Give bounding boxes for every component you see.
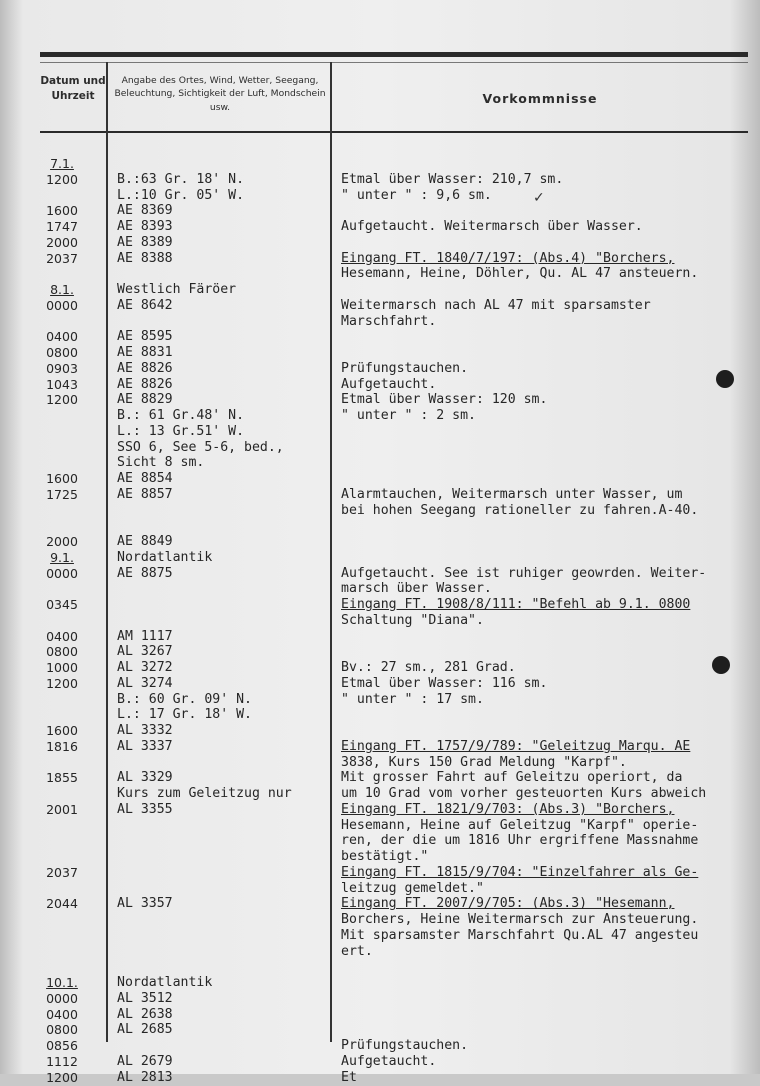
event-cell: Aufgetaucht. Weitermarsch über Wasser. (341, 219, 643, 234)
log-row (0, 266, 760, 282)
log-row (0, 849, 760, 865)
event-cell: Prüfungstauchen. (341, 1038, 469, 1053)
log-row (0, 1022, 760, 1038)
log-row (0, 629, 760, 645)
event-cell: Mit sparsamster Marschfahrt Qu.AL 47 angesteu (341, 927, 699, 943)
location-cell: AE 8875 (117, 565, 173, 581)
event-cell: Marschfahrt. (341, 313, 437, 329)
event-cell: ert. (341, 943, 373, 959)
log-row (0, 644, 760, 660)
location-cell: AL 3512 (117, 990, 173, 1006)
event-cell: Eingang FT. 1757/9/789: "Geleitzug Marqu. AE (341, 738, 691, 754)
log-row (0, 203, 760, 219)
location-cell: L.:10 Gr. 05' W. (117, 187, 245, 203)
log-row (0, 802, 760, 818)
time-cell: 2000 (46, 534, 78, 549)
date-cell: 10.1. (46, 975, 78, 990)
header-rule (40, 131, 748, 133)
log-row (0, 581, 760, 597)
log-row (0, 440, 760, 456)
log-row (0, 1038, 760, 1054)
log-row (0, 377, 760, 393)
event-cell: " unter " : 2 sm. (341, 408, 476, 423)
location-cell: AE 8389 (117, 234, 173, 250)
location-cell: SSO 6, See 5-6, bed., (117, 439, 284, 455)
location-cell: L.: 17 Gr. 18' W. (117, 707, 252, 723)
log-row (0, 424, 760, 440)
log-row (0, 550, 760, 566)
location-cell: B.:63 Gr. 18' N. (117, 171, 245, 187)
log-row (0, 597, 760, 613)
log-row (0, 723, 760, 739)
log-row (0, 676, 760, 692)
time-cell: 0400 (46, 1006, 78, 1022)
ink-blot (716, 370, 734, 388)
event-cell: Alarmtauchen, Weitermarsch unter Wasser, um (341, 486, 683, 502)
location-cell: AL 3337 (117, 738, 173, 754)
ink-blot (712, 656, 730, 674)
event-cell: Eingang FT. 1908/8/111: "Befehl ab 9.1. 0800 (341, 597, 691, 612)
event-cell: 3838, Kurs 150 Grad Meldung "Karpf". (341, 754, 627, 770)
log-row (0, 770, 760, 786)
log-row (0, 739, 760, 755)
event-cell: Prüfungstauchen. (341, 360, 469, 376)
header-datum: Datum und Uhrzeit (40, 75, 106, 103)
time-cell: 1747 (46, 219, 78, 234)
header-events: Vorkommnisse (482, 91, 598, 106)
time-cell: 1200 (46, 1069, 78, 1085)
log-row (0, 361, 760, 377)
time-cell: 2037 (46, 864, 78, 880)
time-cell: 1112 (46, 1053, 78, 1069)
time-cell: 0800 (46, 644, 78, 660)
log-row (0, 944, 760, 960)
log-row (0, 896, 760, 912)
time-cell: 1043 (46, 376, 78, 392)
location-cell: AL 2813 (117, 1069, 173, 1085)
log-row (0, 755, 760, 771)
location-cell: Westlich Färöer (117, 282, 237, 297)
date-cell: 7.1. (50, 156, 74, 171)
log-row (0, 991, 760, 1007)
location-cell: AL 3329 (117, 770, 173, 786)
log-row (0, 818, 760, 834)
log-row (0, 1054, 760, 1070)
location-cell: AE 8831 (117, 345, 173, 360)
event-cell: Etmal über Wasser: 116 sm. (341, 675, 548, 691)
time-cell: 1816 (46, 738, 78, 754)
log-row (0, 156, 760, 172)
time-cell: 2044 (46, 896, 78, 912)
event-cell: um 10 Grad vom vorher gesteuorten Kurs abweich (341, 786, 707, 801)
time-cell: 1600 (46, 203, 78, 219)
time-cell: 0903 (46, 360, 78, 376)
log-row (0, 251, 760, 267)
time-cell: 0856 (46, 1038, 78, 1053)
event-cell: Bv.: 27 sm., 281 Grad. (341, 660, 516, 675)
log-row (0, 345, 760, 361)
log-row (0, 660, 760, 676)
date-cell: 9.1. (50, 549, 74, 565)
event-cell: ren, der die um 1816 Uhr ergriffene Massnahme (341, 833, 699, 849)
log-row (0, 534, 760, 550)
log-row (0, 487, 760, 503)
location-cell: Kurs zum Geleitzug nur (117, 786, 292, 801)
location-cell: AL 3355 (117, 801, 173, 817)
time-cell: 1600 (46, 471, 78, 486)
top-rule-thin (40, 62, 748, 63)
location-cell: AE 8595 (117, 329, 173, 345)
event-cell: bei hohen Seegang rationeller zu fahren.A-40. (341, 502, 699, 518)
event-cell: Aufgetaucht. See ist ruhiger geowrden. Weiter- (341, 565, 707, 581)
location-cell: B.: 60 Gr. 09' N. (117, 691, 252, 707)
location-cell: AE 8369 (117, 203, 173, 219)
time-cell: 0000 (46, 990, 78, 1006)
log-row (0, 1007, 760, 1023)
time-cell: 0800 (46, 1022, 78, 1038)
location-cell: AE 8826 (117, 360, 173, 376)
event-cell: leitzug gemeldet." (341, 880, 484, 896)
location-cell: B.: 61 Gr.48' N. (117, 408, 245, 423)
log-row (0, 518, 760, 534)
location-cell: AL 3272 (117, 660, 173, 675)
event-cell: Borchers, Heine Weitermarsch zur Ansteuerung. (341, 912, 699, 927)
date-cell: 8.1. (50, 282, 74, 297)
log-row (0, 471, 760, 487)
time-cell: 2001 (46, 801, 78, 817)
time-cell: 1200 (46, 392, 78, 408)
log-row (0, 959, 760, 975)
time-cell: 0800 (46, 345, 78, 360)
location-cell: Nordatlantik (117, 975, 213, 990)
event-cell: Eingang FT. 1821/9/703: (Abs.3) "Borchers, (341, 801, 675, 817)
log-row (0, 833, 760, 849)
time-cell: 2000 (46, 234, 78, 250)
event-cell: Aufgetaucht. (341, 1053, 437, 1069)
time-cell: 0345 (46, 597, 78, 612)
event-cell: " unter " : 9,6 sm. (341, 187, 492, 203)
event-cell: bestätigt." (341, 849, 429, 864)
log-row (0, 172, 760, 188)
log-row (0, 503, 760, 519)
event-cell: Hesemann, Heine, Döhler, Qu. AL 47 ansteuern. (341, 266, 699, 282)
log-row (0, 314, 760, 330)
event-cell: Hesemann, Heine auf Geleitzug "Karpf" operie- (341, 817, 699, 833)
location-cell: AL 3274 (117, 675, 173, 691)
event-cell: Etmal über Wasser: 120 sm. (341, 392, 548, 408)
event-cell: marsch über Wasser. (341, 581, 492, 597)
location-cell: AL 2679 (117, 1053, 173, 1069)
location-cell: Nordatlantik (117, 549, 213, 565)
time-cell: 0000 (46, 565, 78, 581)
top-rule (40, 52, 748, 57)
location-cell: AL 3332 (117, 723, 173, 738)
log-row (0, 692, 760, 708)
event-cell: Aufgetaucht. (341, 376, 437, 392)
log-row (0, 1070, 760, 1086)
time-cell: 2037 (46, 250, 78, 266)
log-row (0, 219, 760, 235)
log-row (0, 928, 760, 944)
time-cell: 1200 (46, 675, 78, 691)
location-cell: AE 8857 (117, 486, 173, 502)
time-cell: 1200 (46, 171, 78, 187)
event-cell: Mit grosser Fahrt auf Geleitzu operiort, da (341, 770, 683, 786)
log-row (0, 408, 760, 424)
location-cell: AL 3267 (117, 644, 173, 660)
header-location: Angabe des Ortes, Wind, Wetter, Seegang, Beleuchtung, Sichtigkeit der Luft, Mondschein usw. (114, 75, 326, 113)
check-mark: ✓ (533, 190, 545, 206)
log-row (0, 881, 760, 897)
log-row (0, 455, 760, 471)
event-cell: Eingang FT. 1840/7/197: (Abs.4) "Borchers, (341, 250, 675, 266)
event-cell: Eingang FT. 2007/9/705: (Abs.3) "Hesemann, (341, 896, 675, 912)
location-cell: AE 8388 (117, 250, 173, 266)
log-row (0, 392, 760, 408)
location-cell: AE 8854 (117, 471, 173, 486)
log-row (0, 566, 760, 582)
location-cell: AM 1117 (117, 628, 173, 644)
log-row (0, 282, 760, 298)
location-cell: AE 8849 (117, 534, 173, 549)
location-cell: L.: 13 Gr.51' W. (117, 423, 245, 439)
location-cell: AE 8642 (117, 297, 173, 313)
event-cell: Etmal über Wasser: 210,7 sm. (341, 171, 564, 187)
location-cell: AE 8826 (117, 376, 173, 392)
log-row (0, 865, 760, 881)
location-cell: AL 2685 (117, 1022, 173, 1038)
event-cell: Schaltung "Diana". (341, 612, 484, 628)
time-cell: 1855 (46, 770, 78, 786)
log-row (0, 329, 760, 345)
time-cell: 1725 (46, 486, 78, 502)
log-row (0, 188, 760, 204)
location-cell: AE 8393 (117, 219, 173, 234)
log-row (0, 298, 760, 314)
location-cell: Sicht 8 sm. (117, 455, 205, 471)
location-cell: AL 3357 (117, 896, 173, 912)
time-cell: 0000 (46, 297, 78, 313)
location-cell: AL 2638 (117, 1006, 173, 1022)
time-cell: 0400 (46, 329, 78, 345)
log-row (0, 707, 760, 723)
time-cell: 0400 (46, 628, 78, 644)
event-cell: Eingang FT. 1815/9/704: "Einzelfahrer als Ge- (341, 864, 699, 880)
event-cell: Weitermarsch nach AL 47 mit sparsamster (341, 297, 651, 313)
time-cell: 1000 (46, 660, 78, 675)
event-cell: Et (341, 1069, 357, 1085)
log-row (0, 235, 760, 251)
location-cell: AE 8829 (117, 392, 173, 408)
log-row (0, 912, 760, 928)
log-row (0, 975, 760, 991)
log-row (0, 613, 760, 629)
time-cell: 1600 (46, 723, 78, 738)
log-row (0, 786, 760, 802)
event-cell: " unter " : 17 sm. (341, 691, 484, 707)
